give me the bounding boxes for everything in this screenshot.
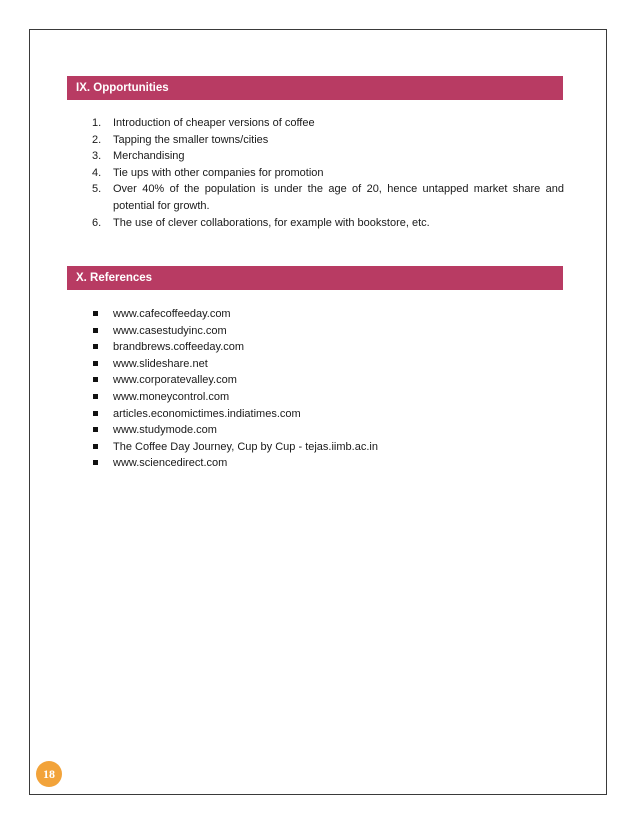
item-number: 2. xyxy=(92,133,102,146)
square-bullet-icon xyxy=(92,306,113,323)
list-item xyxy=(92,339,564,356)
list-item xyxy=(92,148,564,165)
list-item xyxy=(92,406,564,423)
references-header: X. References xyxy=(67,266,563,290)
square-bullet-icon xyxy=(92,372,113,389)
reference-text: The Coffee Day Journey, Cup by Cup - tejas.iimb.ac.in xyxy=(113,440,378,453)
list-item xyxy=(92,356,564,373)
list-item xyxy=(92,215,564,232)
item-text: Tie ups with other companies for promotion xyxy=(113,166,324,179)
list-item xyxy=(92,165,564,182)
opportunities-header: IX. Opportunities xyxy=(67,76,563,100)
list-item xyxy=(92,323,564,340)
reference-text: www.moneycontrol.com xyxy=(113,390,230,403)
square-bullet-icon xyxy=(92,455,113,472)
square-bullet-icon xyxy=(92,356,113,373)
item-number: 6. xyxy=(92,216,102,229)
list-item xyxy=(92,306,564,323)
reference-text: www.casestudyinc.com xyxy=(113,324,227,337)
item-number: 5. xyxy=(92,183,102,196)
item-text: Over 40% of the population is under the age of 20, hence untapped market share and potential for growth. xyxy=(113,183,564,212)
item-number: 3. xyxy=(92,150,102,163)
reference-text: www.sciencedirect.com xyxy=(113,457,228,470)
item-text: The use of clever collaborations, for example with bookstore, etc. xyxy=(113,216,430,229)
list-item xyxy=(92,132,564,149)
square-bullet-icon xyxy=(92,339,113,356)
square-bullet-icon xyxy=(92,389,113,406)
list-item xyxy=(92,422,564,439)
item-number: 4. xyxy=(92,166,102,179)
reference-text: www.cafecoffeeday.com xyxy=(113,308,231,320)
reference-text: www.corporatevalley.com xyxy=(113,374,237,387)
list-item xyxy=(92,181,564,214)
square-bullet-icon xyxy=(92,439,113,456)
item-text: Tapping the smaller towns/cities xyxy=(113,133,269,146)
references-list xyxy=(92,306,564,472)
reference-text: brandbrews.coffeeday.com xyxy=(113,341,245,354)
square-bullet-icon xyxy=(92,406,113,423)
item-number: 1. xyxy=(92,117,102,129)
square-bullet-icon xyxy=(92,422,113,439)
reference-text: www.slideshare.net xyxy=(113,357,208,370)
page-number-badge: 18 xyxy=(36,761,62,787)
list-item xyxy=(92,455,564,472)
item-text: Introduction of cheaper versions of coffee xyxy=(113,117,315,129)
list-item xyxy=(92,115,564,132)
square-bullet-icon xyxy=(92,323,113,340)
reference-text: www.studymode.com xyxy=(113,424,217,437)
opportunities-list xyxy=(92,115,564,231)
list-item xyxy=(92,389,564,406)
list-item xyxy=(92,372,564,389)
reference-text: articles.economictimes.indiatimes.com xyxy=(113,407,301,420)
list-item xyxy=(92,439,564,456)
item-text: Merchandising xyxy=(113,150,185,163)
